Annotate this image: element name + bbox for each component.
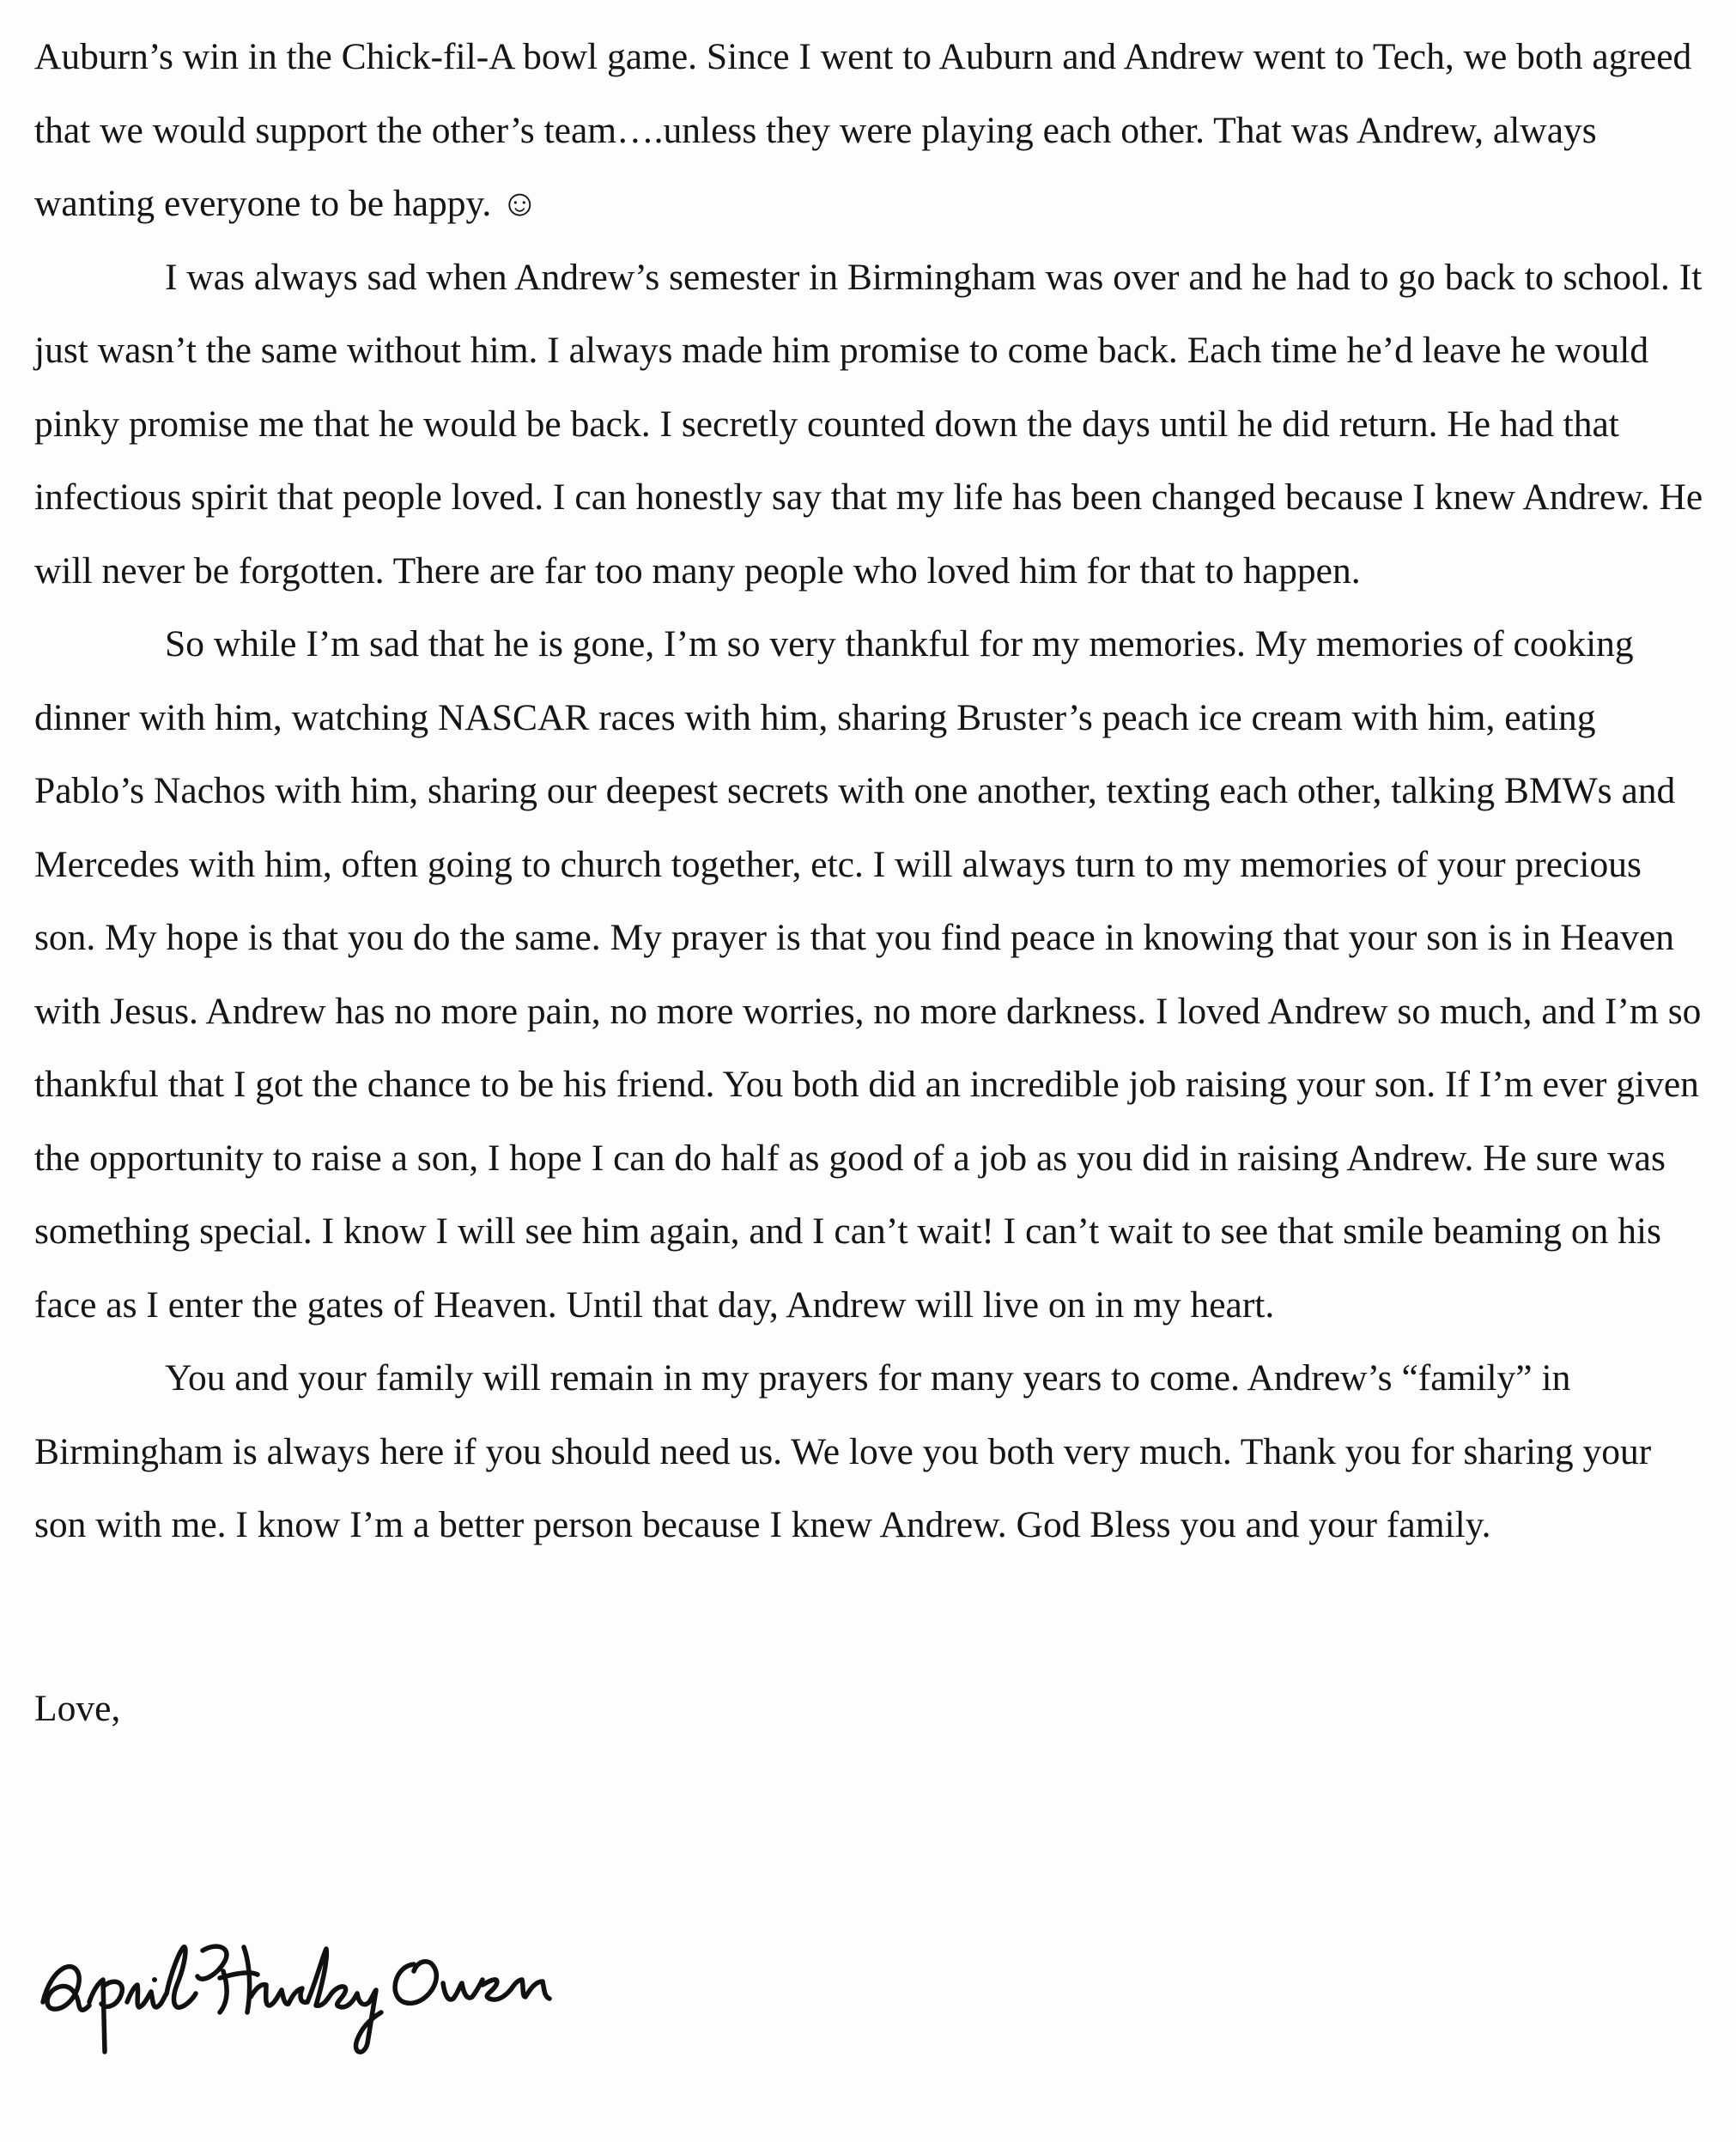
paragraph-memories: So while I’m sad that he is gone, I’m so very thankful for my memories. My memories of cooking dinner with him, watching NASCAR races with him, sharing Bruster’s peach ice cream with him, eating Pablo’s Nachos with him, sharing our deepest secrets with one another, texting each other, talking BMWs and Mercedes with him, often going to church together, etc. I will always turn to my memories of your precious son. My hope is that you do the same. My prayer is that you find peace in knowing that your son is in Heaven with Jesus. Andrew has no more pain, no more worries, no more darkness. I loved Andrew so much, and I’m so thankful that I got the chance to be his friend. You both did an incredible job raising your son. If I’m ever given the opportunity to raise a son, I hope I can do half as good of a job as you did in raising Andrew. He sure was something special. I know I will see him again, and I can’t wait! I can’t wait to see that smile beaming on his face as I enter the gates of Heaven. Until that day, Andrew will live on in my heart. (34, 623, 1702, 1326)
handwritten-signature (26, 1923, 558, 2060)
signature-drawing (26, 1923, 558, 2060)
letter-body (34, 21, 1709, 1745)
closing-line: Love, (34, 1687, 121, 1729)
paragraph-prayers: You and your family will remain in my prayers for many years to come. Andrew’s “family” in Birmingham is always here if you should need us. We love you both very much. Thank you for sharing your son with me. I know I’m a better person because I knew Andrew. God Bless you and your family. (34, 1357, 1652, 1545)
paragraph-auburn-bowl: Auburn’s win in the Chick-fil-A bowl game. Since I went to Auburn and Andrew went to Tech, we both agreed that we would support the other’s team….unless they were playing each other. That was Andrew, always wanting everyone to be happy. ☺ (34, 36, 1692, 224)
paragraph-semester: I was always sad when Andrew’s semester in Birmingham was over and he had to go back to school. It just wasn’t the same without him. I always made him promise to come back. Each time he’d leave he would pinky promise me that he would be back. I secretly counted down the days until he did return. He had that infectious spirit that people loved. I can honestly say that my life has been changed because I knew Andrew. He will never be forgotten. There are far too many people who loved him for that to happen. (34, 256, 1703, 592)
